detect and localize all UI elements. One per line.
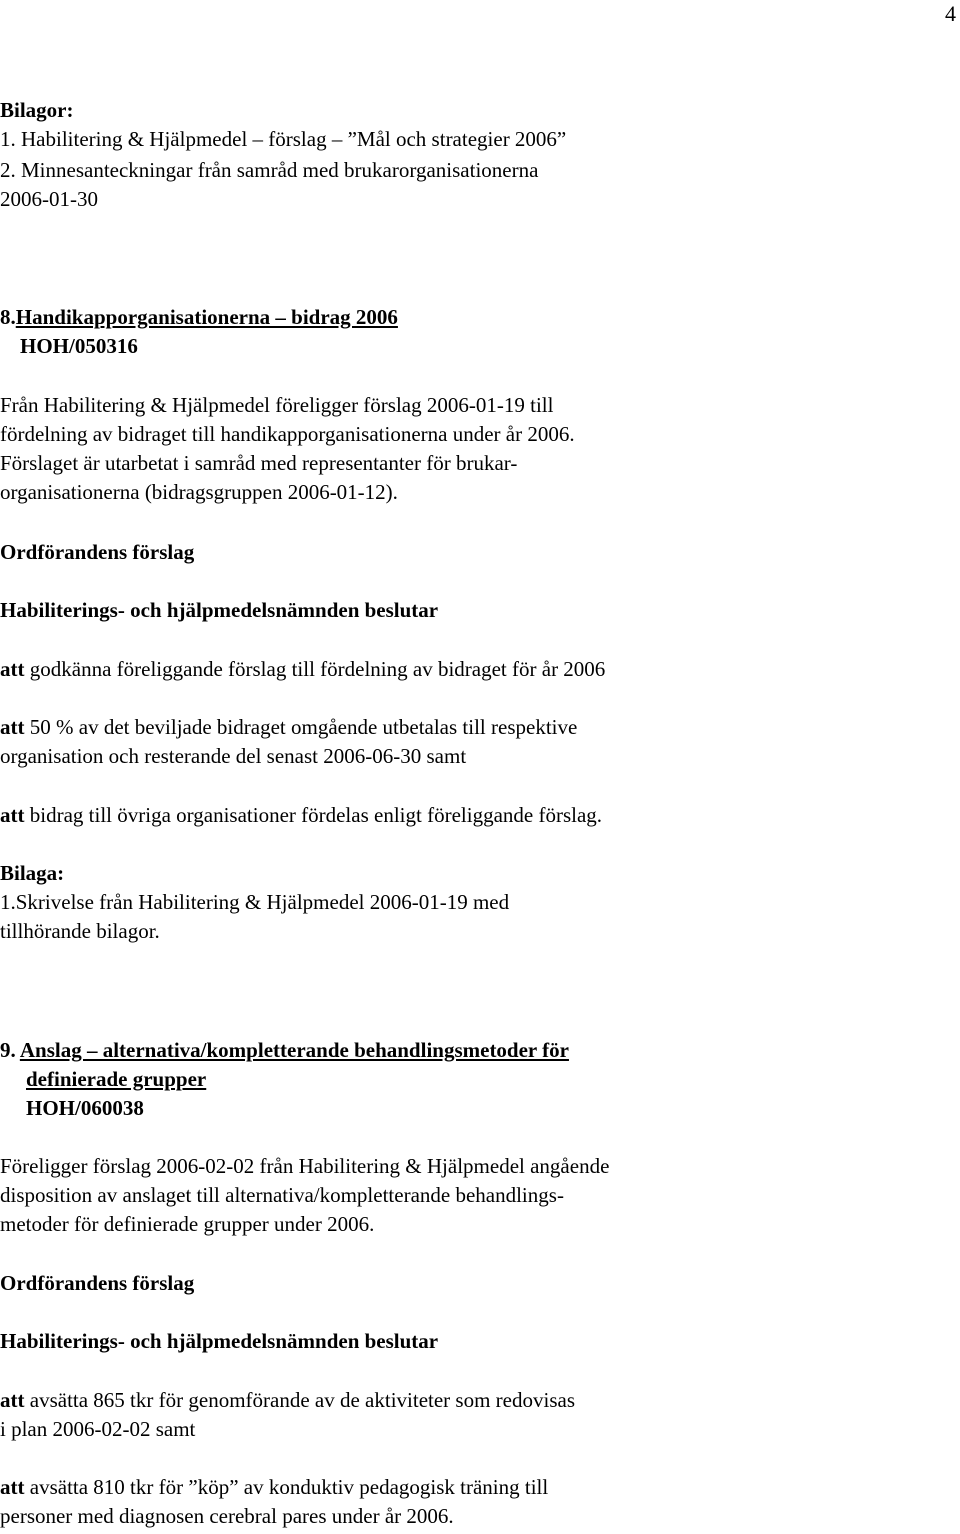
section9-ref: HOH/060038	[26, 1096, 144, 1120]
section8-intro-line-4: organisationerna (bidragsgruppen 2006-01-12).	[0, 480, 398, 504]
bilagor-item-2: 2. Minnesanteckningar från samråd med brukarorganisationerna	[0, 158, 539, 182]
att-word: att	[0, 657, 25, 681]
section8-bilaga-line-2: tillhörande bilagor.	[0, 919, 160, 943]
section9-title-line-1: Anslag – alternativa/kompletterande behandlingsmetoder för	[19, 1038, 569, 1062]
section8-intro-line-3: Förslaget är utarbetat i samråd med representanter för brukar-	[0, 451, 518, 475]
bilagor-item-1: 1. Habilitering & Hjälpmedel – förslag – ”Mål och strategier 2006”	[0, 127, 567, 151]
section8-chair-heading: Ordförandens förslag	[0, 540, 195, 564]
att-word: att	[0, 1475, 25, 1499]
bilagor-heading: Bilagor:	[0, 98, 74, 122]
section8-title	[0, 303, 398, 332]
section8-decision-1-text: godkänna föreliggande förslag till fördelning av bidraget för år 2006	[24, 657, 606, 681]
section8-ref: HOH/050316	[20, 334, 138, 358]
section9-title-line-2-text: definierade grupper	[26, 1067, 207, 1091]
section8-intro-line-1: Från Habilitering & Hjälpmedel föreligger förslag 2006-01-19 till	[0, 393, 554, 417]
section9-decision-2-cont: personer med diagnosen cerebral pares under år 2006.	[0, 1504, 454, 1528]
section9-decision-1-cont: i plan 2006-02-02 samt	[0, 1417, 196, 1441]
page-number: 4	[945, 1, 956, 26]
section9-title-line-2	[26, 1065, 206, 1094]
att-word: att	[0, 715, 25, 739]
section9-decision-1	[0, 1386, 575, 1415]
section9-intro-line-3: metoder för definierade grupper under 2006.	[0, 1212, 375, 1236]
section8-decision-2-text: 50 % av det beviljade bidraget omgående utbetalas till respektive	[24, 715, 578, 739]
section8-bilaga-heading: Bilaga:	[0, 861, 65, 885]
section9-number: 9.	[0, 1038, 16, 1062]
section8-title-text: Handikapporganisationerna – bidrag 2006	[15, 305, 398, 329]
section8-decision-3	[0, 801, 602, 830]
section9-intro-line-1: Föreligger förslag 2006-02-02 från Habilitering & Hjälpmedel angående	[0, 1154, 610, 1178]
section9-decision-heading: Habiliterings- och hjälpmedelsnämnden beslutar	[0, 1329, 439, 1353]
section8-bilaga-line-1: 1.Skrivelse från Habilitering & Hjälpmedel 2006-01-19 med	[0, 890, 510, 914]
section9-title	[0, 1036, 569, 1065]
section9-intro-line-2: disposition av anslaget till alternativa/kompletterande behandlings-	[0, 1183, 564, 1207]
section9-chair-heading: Ordförandens förslag	[0, 1271, 195, 1295]
section8-decision-3-text: bidrag till övriga organisationer fördelas enligt föreliggande förslag.	[24, 803, 603, 827]
att-word: att	[0, 803, 25, 827]
section8-decision-1	[0, 655, 605, 684]
section9-decision-2-text: avsätta 810 tkr för ”köp” av konduktiv pedagogisk träning till	[24, 1475, 549, 1499]
section8-number: 8.	[0, 305, 16, 329]
section8-intro-line-2: fördelning av bidraget till handikapporganisationerna under år 2006.	[0, 422, 575, 446]
section8-decision-heading: Habiliterings- och hjälpmedelsnämnden beslutar	[0, 598, 439, 622]
section9-decision-2	[0, 1473, 548, 1502]
section9-decision-1-text: avsätta 865 tkr för genomförande av de aktiviteter som redovisas	[24, 1388, 575, 1412]
bilagor-item-2-date: 2006-01-30	[0, 187, 98, 211]
section8-decision-2-cont: organisation och resterande del senast 2006-06-30 samt	[0, 744, 467, 768]
section8-decision-2	[0, 713, 577, 742]
att-word: att	[0, 1388, 25, 1412]
